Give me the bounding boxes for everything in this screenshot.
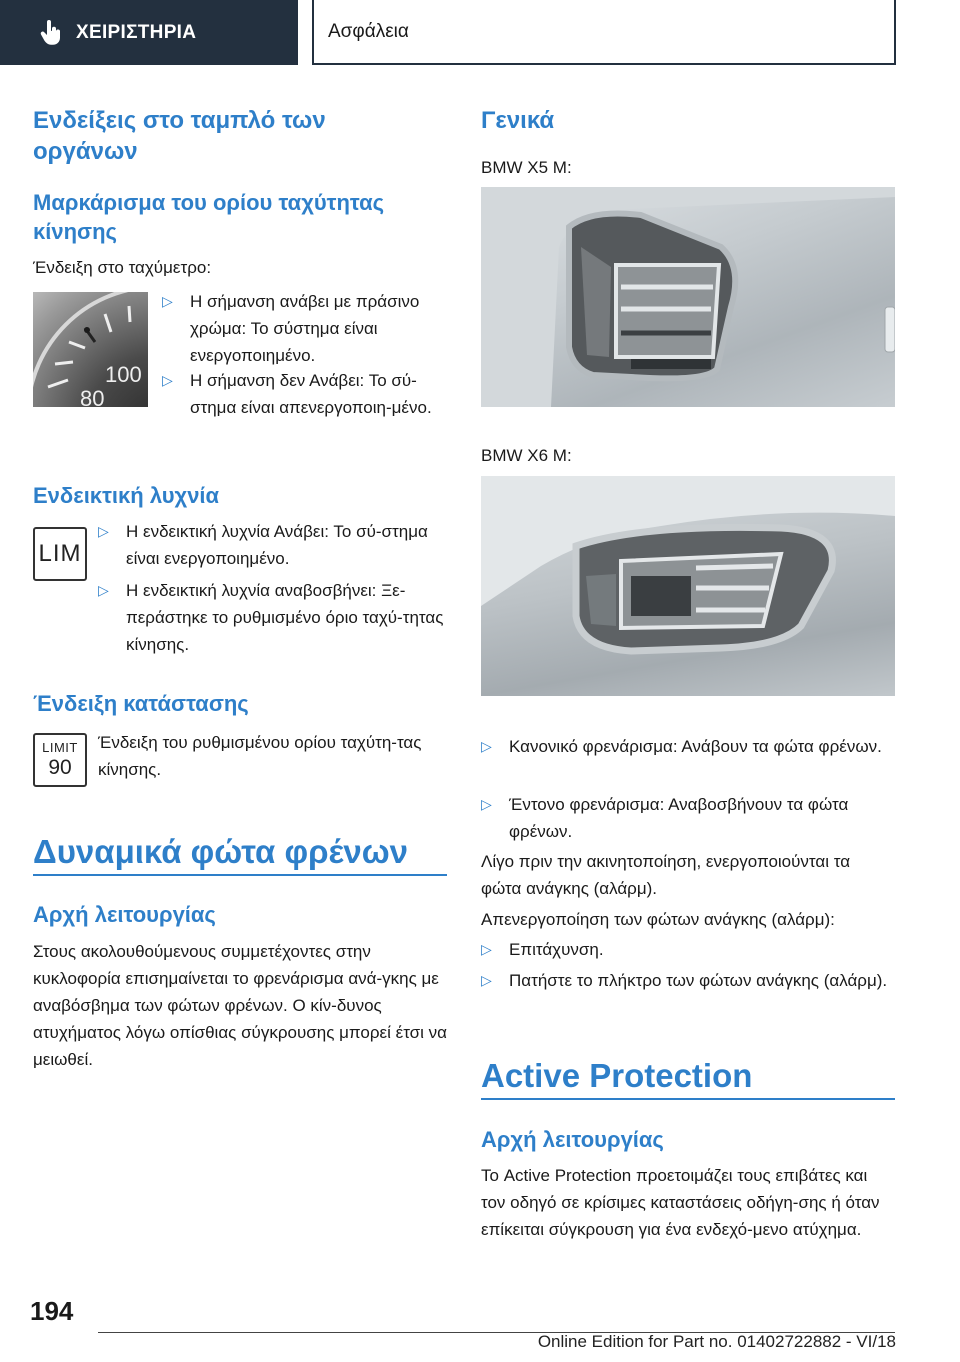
model-label-x6m: BMW X6 M:: [481, 446, 572, 465]
section-heading-speed-marking: Μαρκάρισμα του ορίου ταχύτητας κίνησης: [33, 190, 385, 244]
list-item: ▷ Η ενδεικτική λυχνία Ανάβει: Το σύ-στημα είναι ενεργοποιημένο.: [98, 518, 450, 572]
footer-edition: Online Edition for Part no. 01402722882 - VI/18: [537, 1332, 896, 1351]
list-item: ▷ Πατήστε το πλήκτρο των φώτων ανάγκης (αλάρμ).: [481, 967, 895, 994]
divider: [33, 874, 447, 876]
manual-label: ΧΕΙΡΙΣΤΗΡΙΑ: [76, 21, 197, 43]
bullet-triangle-icon: ▷: [162, 293, 173, 309]
section-heading-operating-principle-ap: Αρχή λειτουργίας: [481, 1127, 664, 1152]
model-label-x5m: BMW X5 M:: [481, 158, 572, 177]
bmw-x6m-taillight-image: [481, 476, 895, 696]
section-heading-operating-principle: Αρχή λειτουργίας: [33, 902, 216, 927]
speed-marking-intro: Ένδειξη στο ταχύμετρο:: [33, 258, 212, 277]
manual-tab[interactable]: [0, 0, 298, 65]
lim-indicator-icon: LIM: [33, 527, 87, 581]
list-item: ▷ Η σήμανση δεν Ανάβει: Το σύ-στημα είναι απενεργοποιη-μένο.: [162, 367, 452, 421]
list-item: ▷ Επιτάχυνση.: [481, 936, 895, 963]
speedometer-image: [33, 292, 148, 407]
hand-pointer-icon: [40, 20, 62, 46]
section-label: Ασφάλεια: [328, 20, 409, 42]
bullet-triangle-icon: ▷: [481, 972, 492, 988]
section-tab[interactable]: [312, 0, 896, 65]
list-item: ▷ Η σήμανση ανάβει με πράσινο χρώμα: Το σύστημα είναι ενεργοποιημένο.: [162, 288, 452, 369]
section-title-dynamic-brake-lights: Δυναμικά φώτα φρένων: [33, 833, 409, 870]
section-heading-status: Ένδειξη κατάστασης: [33, 691, 249, 716]
limit-90-icon: LIMIT 90: [33, 733, 87, 787]
page-title: Ενδείξεις στο ταμπλό των οργάνων: [33, 107, 326, 165]
status-description: Ένδειξη του ρυθμισμένου ορίου ταχύτη-τας κίνησης.: [98, 733, 422, 779]
bullet-triangle-icon: ▷: [481, 941, 492, 957]
section-title-active-protection: Active Protection: [481, 1057, 753, 1094]
hazard-deactivation-intro: Απενεργοποίηση των φώτων ανάγκης (αλάρμ):: [481, 910, 835, 929]
x6m-taillight-drawing: [481, 476, 895, 696]
hazard-lights-note: Λίγο πριν την ακινητοποίηση, ενεργοποιούνται τα φώτα ανάγκης (αλάρμ).: [481, 852, 851, 898]
bullet-triangle-icon: ▷: [162, 372, 173, 388]
bullet-triangle-icon: ▷: [98, 523, 109, 539]
bullet-triangle-icon: ▷: [98, 582, 109, 598]
bullet-triangle-icon: ▷: [481, 796, 492, 812]
dynamic-brake-description: Στους ακολουθούμενους συμμετέχοντες στην κυκλοφορία επισημαίνεται το φρενάρισμα ανά-γκης με αναβόσβημα των φώτων φρένων. Ο κίν-δυνος ατυχήματος λόγω οπίσθιας σύγκρουσης μπορεί έτσι να μειωθεί.: [33, 942, 448, 1069]
bmw-x5m-taillight-image: [481, 187, 895, 407]
divider: [481, 1098, 895, 1100]
section-title-general: Γενικά: [481, 107, 555, 134]
bullet-triangle-icon: ▷: [481, 738, 492, 754]
list-item: ▷ Έντονο φρενάρισμα: Αναβοσβήνουν τα φώτα φρένων.: [481, 791, 895, 845]
page-number: 194: [30, 1296, 74, 1326]
active-protection-description: Το Active Protection προετοιμάζει τους επιβάτες και τον οδηγό σε κρίσιμες καταστάσεις οδήγη-σης ή όταν επίκειται σύγκρουση για ένα ενδεχό-μενο ατύχημα.: [481, 1166, 880, 1239]
speedometer-label-100: 100: [105, 362, 142, 387]
speedometer-label-80: 80: [80, 386, 105, 407]
list-item: ▷ Κανονικό φρενάρισμα: Ανάβουν τα φώτα φρένων.: [481, 733, 895, 760]
x5m-taillight-drawing: [481, 187, 895, 407]
section-heading-indicator: Ενδεικτική λυχνία: [33, 483, 220, 508]
list-item: ▷ Η ενδεικτική λυχνία αναβοσβήνει: Ξε-περάστηκε το ρυθμισμένο όριο ταχύ-τητας κίνησης.: [98, 577, 450, 658]
